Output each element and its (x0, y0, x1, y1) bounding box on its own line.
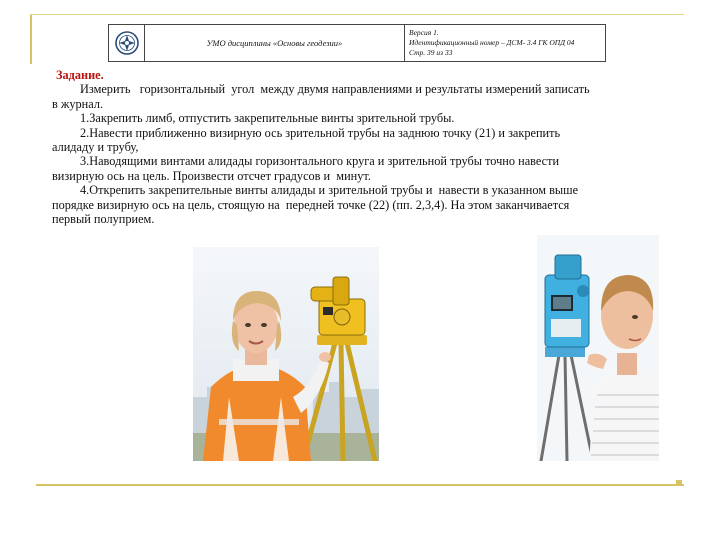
footer-mark (676, 480, 682, 486)
document-meta (405, 25, 605, 61)
task-text (52, 68, 676, 226)
task-line: в журнал. (52, 96, 104, 111)
task-line: Измерить горизонтальный угол между двумя направлениями и результаты измерений записать (80, 82, 590, 97)
task-line: 2.Навести приближенно визирную ось зрительной трубы на заднюю точку (21) и закрепить (80, 125, 561, 140)
task-line: алидаду и трубу, (52, 140, 139, 155)
task-line: 1.Закрепить лимб, отпустить закрепительные винты зрительной трубы. (80, 111, 455, 126)
header-rule-left (30, 14, 32, 64)
institution-logo-icon (109, 25, 145, 61)
version-label: Версия 1. (409, 28, 439, 37)
footer-rule (36, 484, 684, 486)
task-line: визирную ось на цель. Произвести отсчет градусов и минут. (52, 168, 371, 183)
task-line: порядке визирную ось на цель, стоящую на передней точке (22) (пп. 2,3,4). На этом заканчивается (52, 197, 570, 212)
task-title: Задание. (56, 68, 104, 82)
task-line: 4.Открепить закрепительные винты алидады и зрительной трубы и навести в указанном выше (80, 183, 579, 198)
id-number-label: Идентификационный номер – ДСМ- 3.4 ГК ОПД 04 (409, 38, 575, 47)
photo-man-total-station (537, 235, 659, 461)
task-line: первый полуприем. (52, 212, 155, 227)
task-line: 3.Наводящими винтами алидады горизонтального круга и зрительной трубы точно навести (80, 154, 560, 169)
course-title: УМО дисциплины «Основы геодезии» (145, 25, 405, 61)
photo-woman-theodolite (193, 247, 379, 461)
page-number-label: Стр. 39 из 33 (409, 48, 453, 57)
document-header (108, 24, 606, 62)
header-rule-top (30, 14, 684, 15)
